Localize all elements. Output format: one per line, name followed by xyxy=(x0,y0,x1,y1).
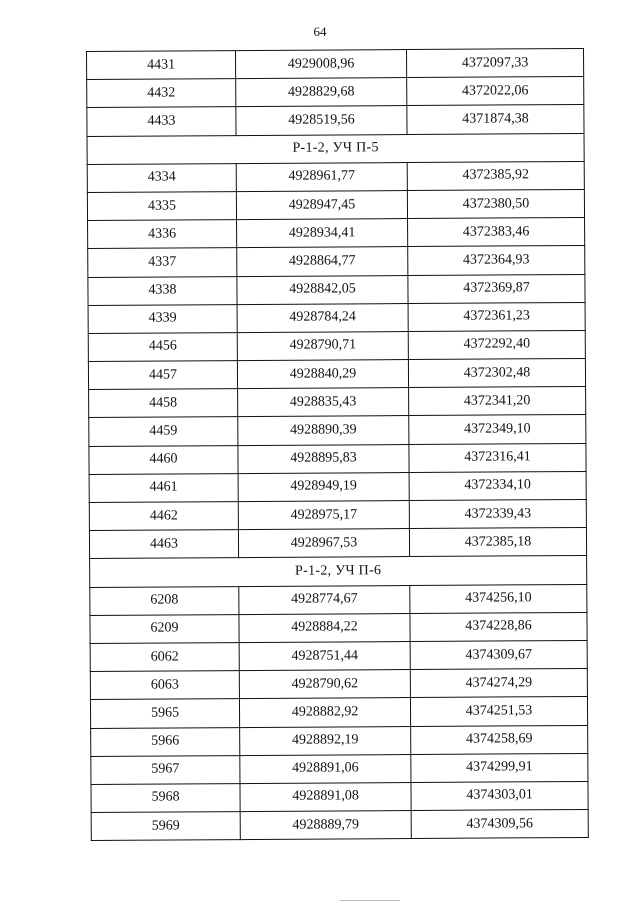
y-coordinate-cell: 4372385,18 xyxy=(409,528,586,557)
table-row xyxy=(89,499,586,530)
point-number-cell: 4338 xyxy=(88,276,237,305)
y-coordinate-cell: 4374309,67 xyxy=(410,640,587,669)
table-row xyxy=(87,48,584,79)
point-number-cell: 5967 xyxy=(91,755,240,784)
point-number-cell: 4335 xyxy=(87,192,236,221)
x-coordinate-cell: 4928891,06 xyxy=(240,754,411,783)
x-coordinate-cell: 4928835,43 xyxy=(238,388,409,417)
x-coordinate-cell: 4928840,29 xyxy=(237,360,408,389)
point-number-cell: 5966 xyxy=(91,727,240,756)
table-row xyxy=(88,302,585,333)
y-coordinate-cell: 4374228,86 xyxy=(410,612,587,641)
point-number-cell: 4456 xyxy=(88,332,237,361)
table-row xyxy=(89,471,586,502)
point-number-cell: 5965 xyxy=(90,699,239,728)
x-coordinate-cell: 4928949,19 xyxy=(238,472,409,501)
table-row xyxy=(90,584,587,615)
point-number-cell: 4458 xyxy=(89,389,238,418)
x-coordinate-cell: 4929008,96 xyxy=(236,50,407,79)
x-coordinate-cell: 4928891,08 xyxy=(240,782,411,811)
x-coordinate-cell: 4928784,24 xyxy=(237,303,408,332)
x-coordinate-cell: 4928934,41 xyxy=(237,219,408,248)
coordinates-table-body xyxy=(87,48,589,840)
table-row xyxy=(90,669,587,700)
y-coordinate-cell: 4372380,50 xyxy=(407,189,584,218)
point-number-cell: 4334 xyxy=(87,163,236,192)
section-label: Р-1-2, УЧ П-6 xyxy=(90,556,587,587)
page-number: 64 xyxy=(313,24,327,39)
y-coordinate-cell: 4374251,53 xyxy=(410,697,587,726)
point-number-cell: 6063 xyxy=(90,671,239,700)
y-coordinate-cell: 4372383,46 xyxy=(408,218,585,247)
y-coordinate-cell: 4374299,91 xyxy=(411,753,588,782)
y-coordinate-cell: 4374258,69 xyxy=(411,725,588,754)
y-coordinate-cell: 4372369,87 xyxy=(408,274,585,303)
y-coordinate-cell: 4371874,38 xyxy=(407,105,584,134)
y-coordinate-cell: 4374256,10 xyxy=(410,584,587,613)
coordinates-table xyxy=(86,48,589,841)
point-number-cell: 4431 xyxy=(87,51,236,80)
section-header-row xyxy=(87,133,584,164)
y-coordinate-cell: 4372341,20 xyxy=(409,387,586,416)
y-coordinate-cell: 4372349,10 xyxy=(409,415,586,444)
x-coordinate-cell: 4928842,05 xyxy=(237,275,408,304)
section-label: Р-1-2, УЧ П-5 xyxy=(87,133,584,164)
y-coordinate-cell: 4372334,10 xyxy=(409,471,586,500)
point-number-cell: 4336 xyxy=(88,220,237,249)
table-row xyxy=(91,810,588,841)
point-number-cell: 5968 xyxy=(91,783,240,812)
x-coordinate-cell: 4928892,19 xyxy=(240,726,411,755)
x-coordinate-cell: 4928884,22 xyxy=(239,613,410,642)
table-row xyxy=(87,77,584,108)
point-number-cell: 4339 xyxy=(88,304,237,333)
scan-artifact-line xyxy=(340,900,400,901)
x-coordinate-cell: 4928774,67 xyxy=(239,585,410,614)
table-row xyxy=(89,528,586,559)
table-row xyxy=(88,246,585,277)
x-coordinate-cell: 4928829,68 xyxy=(236,78,407,107)
y-coordinate-cell: 4372385,92 xyxy=(407,161,584,190)
table-row xyxy=(89,387,586,418)
y-coordinate-cell: 4372302,48 xyxy=(408,359,585,388)
x-coordinate-cell: 4928882,92 xyxy=(239,698,410,727)
point-number-cell: 4457 xyxy=(88,361,237,390)
y-coordinate-cell: 4372364,93 xyxy=(408,246,585,275)
x-coordinate-cell: 4928864,77 xyxy=(237,247,408,276)
x-coordinate-cell: 4928790,71 xyxy=(237,331,408,360)
y-coordinate-cell: 4374303,01 xyxy=(411,781,588,810)
point-number-cell: 4463 xyxy=(89,530,238,559)
x-coordinate-cell: 4928889,79 xyxy=(240,811,411,840)
point-number-cell: 6208 xyxy=(90,586,239,615)
x-coordinate-cell: 4928751,44 xyxy=(239,641,410,670)
point-number-cell: 5969 xyxy=(91,812,240,841)
x-coordinate-cell: 4928947,45 xyxy=(236,190,407,219)
table-row xyxy=(90,612,587,643)
table-row xyxy=(91,781,588,812)
table-row xyxy=(88,218,585,249)
point-number-cell: 4459 xyxy=(89,417,238,446)
table-row xyxy=(88,359,585,390)
point-number-cell: 4432 xyxy=(87,79,236,108)
table-row xyxy=(90,640,587,671)
x-coordinate-cell: 4928967,53 xyxy=(238,529,409,558)
section-header-row xyxy=(90,556,587,587)
table-row xyxy=(89,415,586,446)
table-row xyxy=(87,105,584,136)
y-coordinate-cell: 4372316,41 xyxy=(409,443,586,472)
y-coordinate-cell: 4372292,40 xyxy=(408,330,585,359)
table-row xyxy=(87,189,584,220)
x-coordinate-cell: 4928890,39 xyxy=(238,416,409,445)
y-coordinate-cell: 4372022,06 xyxy=(407,77,584,106)
y-coordinate-cell: 4372361,23 xyxy=(408,302,585,331)
table-row xyxy=(88,330,585,361)
y-coordinate-cell: 4374274,29 xyxy=(410,669,587,698)
table-row xyxy=(88,274,585,305)
x-coordinate-cell: 4928790,62 xyxy=(239,670,410,699)
point-number-cell: 6209 xyxy=(90,614,239,643)
x-coordinate-cell: 4928895,83 xyxy=(238,444,409,473)
table-row xyxy=(89,443,586,474)
point-number-cell: 4462 xyxy=(89,502,238,531)
point-number-cell: 6062 xyxy=(90,643,239,672)
table-row xyxy=(87,161,584,192)
y-coordinate-cell: 4374309,56 xyxy=(411,810,588,839)
table-row xyxy=(90,697,587,728)
y-coordinate-cell: 4372097,33 xyxy=(406,48,583,77)
y-coordinate-cell: 4372339,43 xyxy=(409,499,586,528)
x-coordinate-cell: 4928975,17 xyxy=(238,501,409,530)
point-number-cell: 4337 xyxy=(88,248,237,277)
table-row xyxy=(91,725,588,756)
point-number-cell: 4433 xyxy=(87,107,236,136)
point-number-cell: 4460 xyxy=(89,445,238,474)
x-coordinate-cell: 4928519,56 xyxy=(236,106,407,135)
point-number-cell: 4461 xyxy=(89,473,238,502)
table-row xyxy=(91,753,588,784)
x-coordinate-cell: 4928961,77 xyxy=(236,162,407,191)
